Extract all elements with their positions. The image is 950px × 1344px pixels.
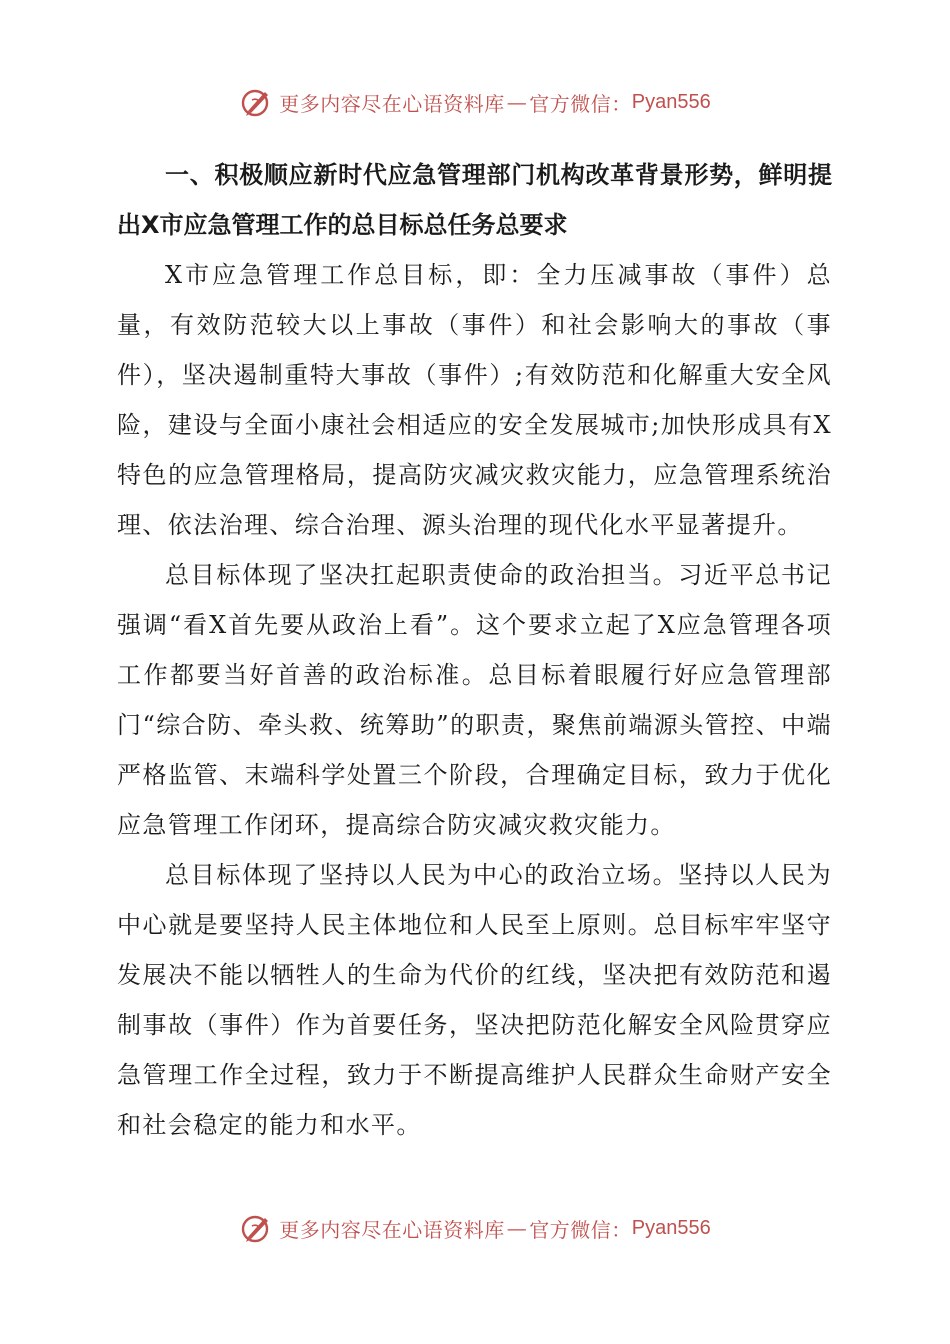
banner-wechat-id: Pyan556 [631, 90, 711, 113]
paragraph-1: X市应急管理工作总目标，即：全力压减事故（事件）总量，有效防范较大以上事故（事件）和社会影响大的事故（事件），坚决遏制重特大事故（事件）;有效防范和化解重大安全风险，建设与全面小康社会相适应的安全发展城市;加快形成具有X特色的应急管理格局，提高防灾减灾救灾能力，应急管理系统治理、依法治理、综合治理、源头治理的现代化水平显著提升。 [117, 261, 832, 539]
header-watermark-banner [0, 82, 950, 122]
banner-text: 更多内容尽在心语资料库 [279, 91, 505, 116]
pen-logo-icon [239, 1211, 273, 1245]
banner-separator: — [506, 90, 528, 114]
section-heading: 一、积极顺应新时代应急管理部门机构改革背景形势，鲜明提出X市应急管理工作的总目标总任务总要求 [117, 161, 832, 239]
paragraph-3: 总目标体现了坚持以人民为中心的政治立场。坚持以人民为中心就是要坚持人民主体地位和人民至上原则。总目标牢牢坚守发展决不能以牺牲人的生命为代价的红线，坚决把有效防范和遏制事故（事件）作为首要任务，坚决把防范化解安全风险贯穿应急管理工作全过程，致力于不断提高维护人民群众生命财产安全和社会稳定的能力和水平。 [117, 861, 832, 1139]
footer-watermark-banner [0, 1208, 950, 1248]
document-body [117, 150, 832, 1150]
banner-label: 官方微信： [529, 1217, 632, 1242]
paragraph-2: 总目标体现了坚决扛起职责使命的政治担当。习近平总书记强调“看X首先要从政治上看”。这个要求立起了X应急管理各项工作都要当好首善的政治标准。总目标着眼履行好应急管理部门“综合防、牵头救、统筹助”的职责，聚焦前端源头管控、中端严格监管、末端科学处置三个阶段，合理确定目标，致力于优化应急管理工作闭环，提高综合防灾减灾救灾能力。 [117, 561, 832, 839]
banner-separator: — [506, 1216, 528, 1240]
banner-wechat-id: Pyan556 [631, 1216, 711, 1239]
banner-label: 官方微信： [529, 91, 632, 116]
banner-text: 更多内容尽在心语资料库 [279, 1217, 505, 1242]
pen-logo-icon [239, 85, 273, 119]
